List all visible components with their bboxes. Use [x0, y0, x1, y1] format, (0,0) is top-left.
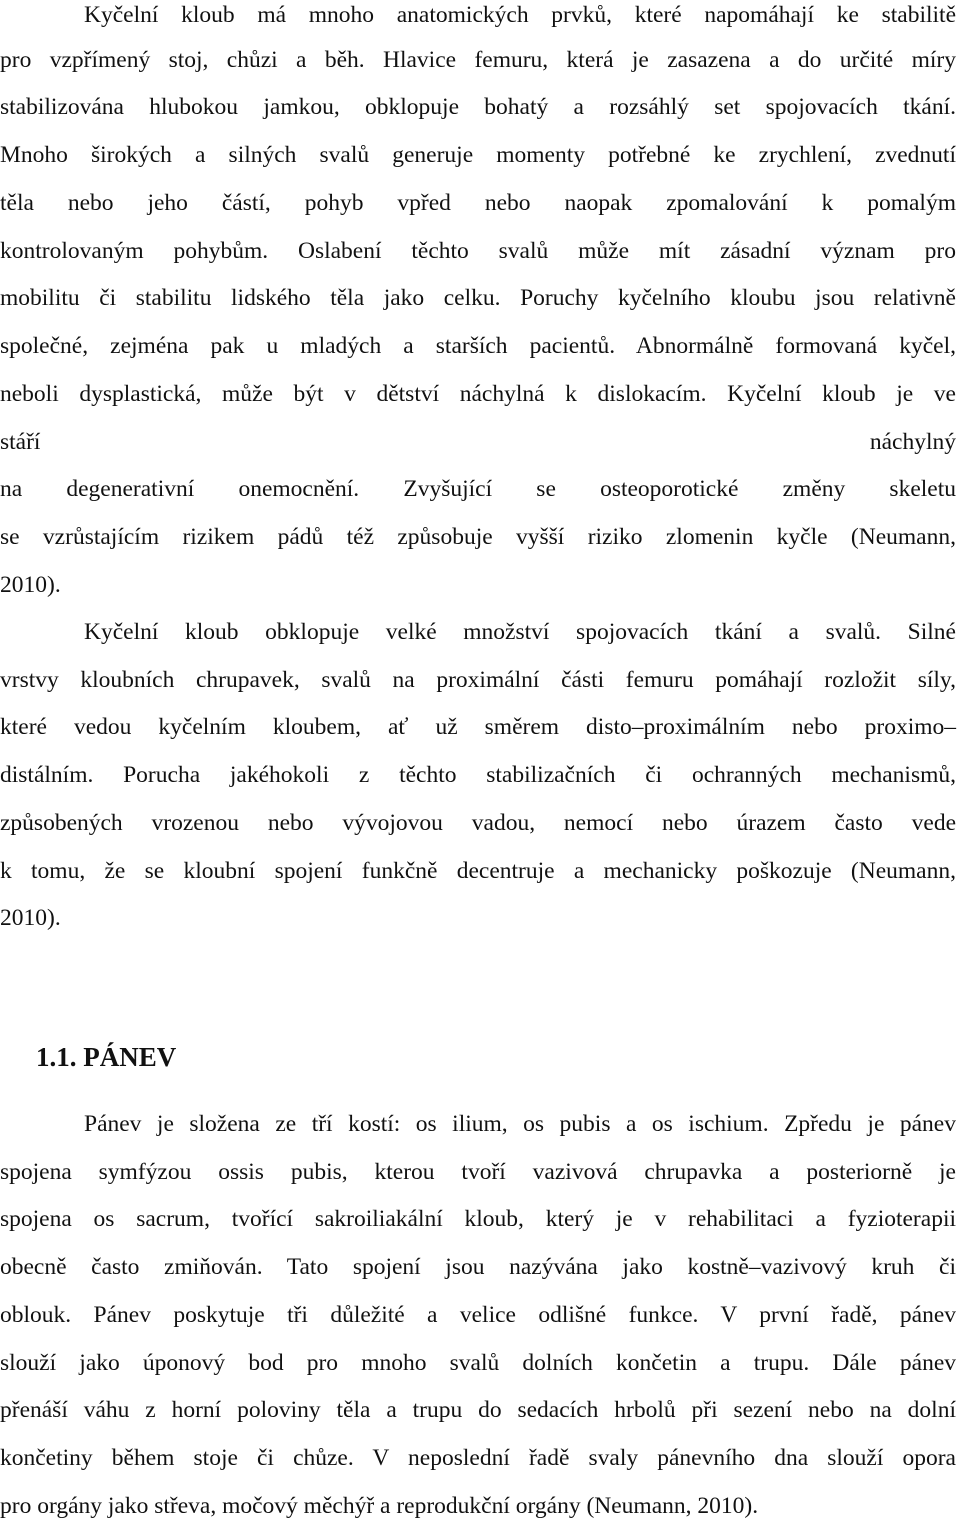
paragraph-2-line-7: 2010). [0, 905, 61, 931]
paragraph-2-line-1: Kyčelní kloub obklopuje velké množství spojovacích tkání a svalů. Silné [84, 619, 956, 645]
paragraph-1-line-1: Kyčelní kloub má mnoho anatomických prvků, které napomáhají ke stabilitě [84, 2, 956, 28]
paragraph-3-line-6: slouží jako úponový bod pro mnoho svalů dolních končetin a trupu. Dále pánev [0, 1350, 956, 1376]
paragraph-3-line-5: oblouk. Pánev poskytuje tři důležité a velice odlišné funkce. V první řadě, pánev [0, 1302, 956, 1328]
paragraph-3-line-1: Pánev je složena ze tří kostí: os ilium, os pubis a os ischium. Zpředu je pánev [84, 1111, 956, 1137]
paragraph-1-line-12: se vzrůstajícím rizikem pádů též způsobuje vyšší riziko zlomenin kyčle (Neumann, [0, 524, 956, 550]
paragraph-1-line-4: Mnoho širokých a silných svalů generuje momenty potřebné ke zrychlení, zvednutí [0, 142, 956, 168]
section-title: PÁNEV [83, 1042, 177, 1072]
paragraph-2-line-4: distálním. Porucha jakéhokoli z těchto stabilizačních či ochranných mechanismů, [0, 762, 956, 788]
paragraph-1-line-11: na degenerativní onemocnění. Zvyšující se osteoporotické změny skeletu [0, 476, 956, 502]
paragraph-1-line-8: společné, zejména pak u mladých a starších pacientů. Abnormálně formovaná kyčel, [0, 333, 956, 359]
paragraph-1-line-13: 2010). [0, 572, 61, 598]
paragraph-2-line-5: způsobených vrozenou nebo vývojovou vadou, nemocí nebo úrazem často vede [0, 810, 956, 836]
paragraph-2-line-3: které vedou kyčelním kloubem, ať už směrem disto–proximálním nebo proximo– [0, 714, 956, 740]
paragraph-3-line-3: spojena os sacrum, tvořící sakroiliakální kloub, který je v rehabilitaci a fyzioterapii [0, 1206, 956, 1232]
paragraph-3-line-2: spojena symfýzou ossis pubis, kterou tvoří vazivová chrupavka a posteriorně je [0, 1159, 956, 1185]
paragraph-2-line-6: k tomu, že se kloubní spojení funkčně decentruje a mechanicky poškozuje (Neumann, [0, 858, 956, 884]
paragraph-3-line-8: končetiny během stoje či chůze. V neposlední řadě svaly pánevního dna slouží opora [0, 1445, 956, 1471]
paragraph-3-line-4: obecně často zmiňován. Tato spojení jsou nazývána jako kostně–vazivový kruh či [0, 1254, 956, 1280]
paragraph-1-line-10: stáří náchylný [0, 429, 956, 455]
paragraph-2-line-2: vrstvy kloubních chrupavek, svalů na proximální části femuru pomáhají rozložit síly, [0, 667, 956, 693]
paragraph-1-line-2: pro vzpřímený stoj, chůzi a běh. Hlavice femuru, která je zasazena a do určité míry [0, 47, 956, 73]
paragraph-1-line-6: kontrolovaným pohybům. Oslabení těchto svalů může mít zásadní význam pro [0, 238, 956, 264]
paragraph-3-line-9: pro orgány jako střeva, močový měchýř a reprodukční orgány (Neumann, 2010). [0, 1493, 759, 1519]
section-heading [36, 1041, 176, 1073]
paragraph-1-line-7: mobilitu či stabilitu lidského těla jako celku. Poruchy kyčelního kloubu jsou relativně [0, 285, 956, 311]
section-number: 1.1. [36, 1042, 77, 1072]
paragraph-1-line-3: stabilizována hlubokou jamkou, obklopuje bohatý a rozsáhlý set spojovacích tkání. [0, 94, 956, 120]
paragraph-3-line-7: přenáší váhu z horní poloviny těla a trupu do sedacích hrbolů při sezení nebo na dolní [0, 1397, 956, 1423]
paragraph-1-line-5: těla nebo jeho částí, pohyb vpřed nebo naopak zpomalování k pomalým [0, 190, 956, 216]
paragraph-1-line-9: neboli dysplastická, může být v dětství náchylná k dislokacím. Kyčelní kloub je ve [0, 381, 956, 407]
